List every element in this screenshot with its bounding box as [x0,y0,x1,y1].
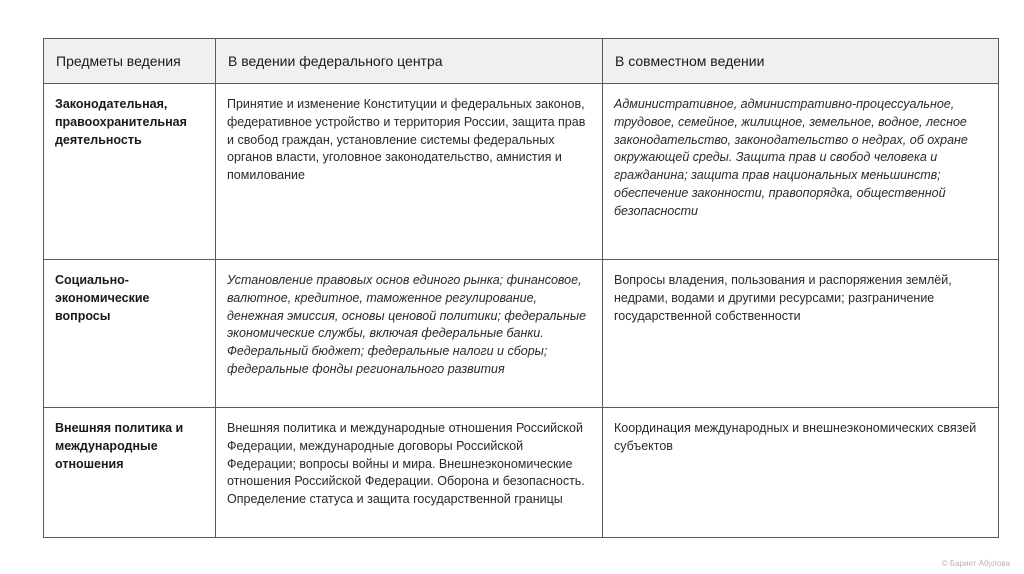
row-joint-cell: Координация международных и внешнеэкономических связей субъектов [603,408,999,538]
header-federal: В ведении федерального центра [216,39,603,84]
powers-table [43,38,999,538]
row-subject: Внешняя политика и международные отношения [44,408,216,538]
table-row-socioeconomic [44,260,999,408]
row-subject: Законодательная, правоохранительная деятельность [44,84,216,260]
row-joint-cell: Вопросы владения, пользования и распоряжения землёй, недрами, водами и другими ресурсами; разграничение государственной собственности [603,260,999,408]
row-joint-cell: Административное, административно-процессуальное, трудовое, семейное, жилищное, земельное, водное, лесное законодательство, законодательство о недрах, об охране окружающей среды. Защита прав и свобод человека и гражданина; защита прав национальных меньшинств; обеспечение законности, правопорядка, общественной безопасности [603,84,999,260]
table-row-legislation [44,84,999,260]
row-federal-cell: Внешняя политика и международные отношения Российской Федерации, международные договоры Российской Федерации; вопросы войны и мира. Внешнеэкономические отношения Российской Федерации. Оборона и безопасность. Определение статуса и защита государственной границы [216,408,603,538]
table-header-row [44,39,999,84]
header-subjects: Предметы ведения [44,39,216,84]
copyright-watermark: © Бариет Абулова [941,559,1010,568]
row-subject: Социально-экономические вопросы [44,260,216,408]
row-federal-cell: Принятие и изменение Конституции и федеральных законов, федеративное устройство и территория России, защита прав и свобод граждан, установление системы федеральных органов власти, уголовное законодательство, амнистия и помилование [216,84,603,260]
header-joint: В совместном ведении [603,39,999,84]
row-federal-cell: Установление правовых основ единого рынка; финансовое, валютное, кредитное, таможенное регулирование, денежная эмиссия, основы ценовой политики; федеральные экономические службы, включая федеральные банки. Федеральный бюджет; федеральные налоги и сборы; федеральные фонды регионального развития [216,260,603,408]
table-row-foreign-policy [44,408,999,538]
